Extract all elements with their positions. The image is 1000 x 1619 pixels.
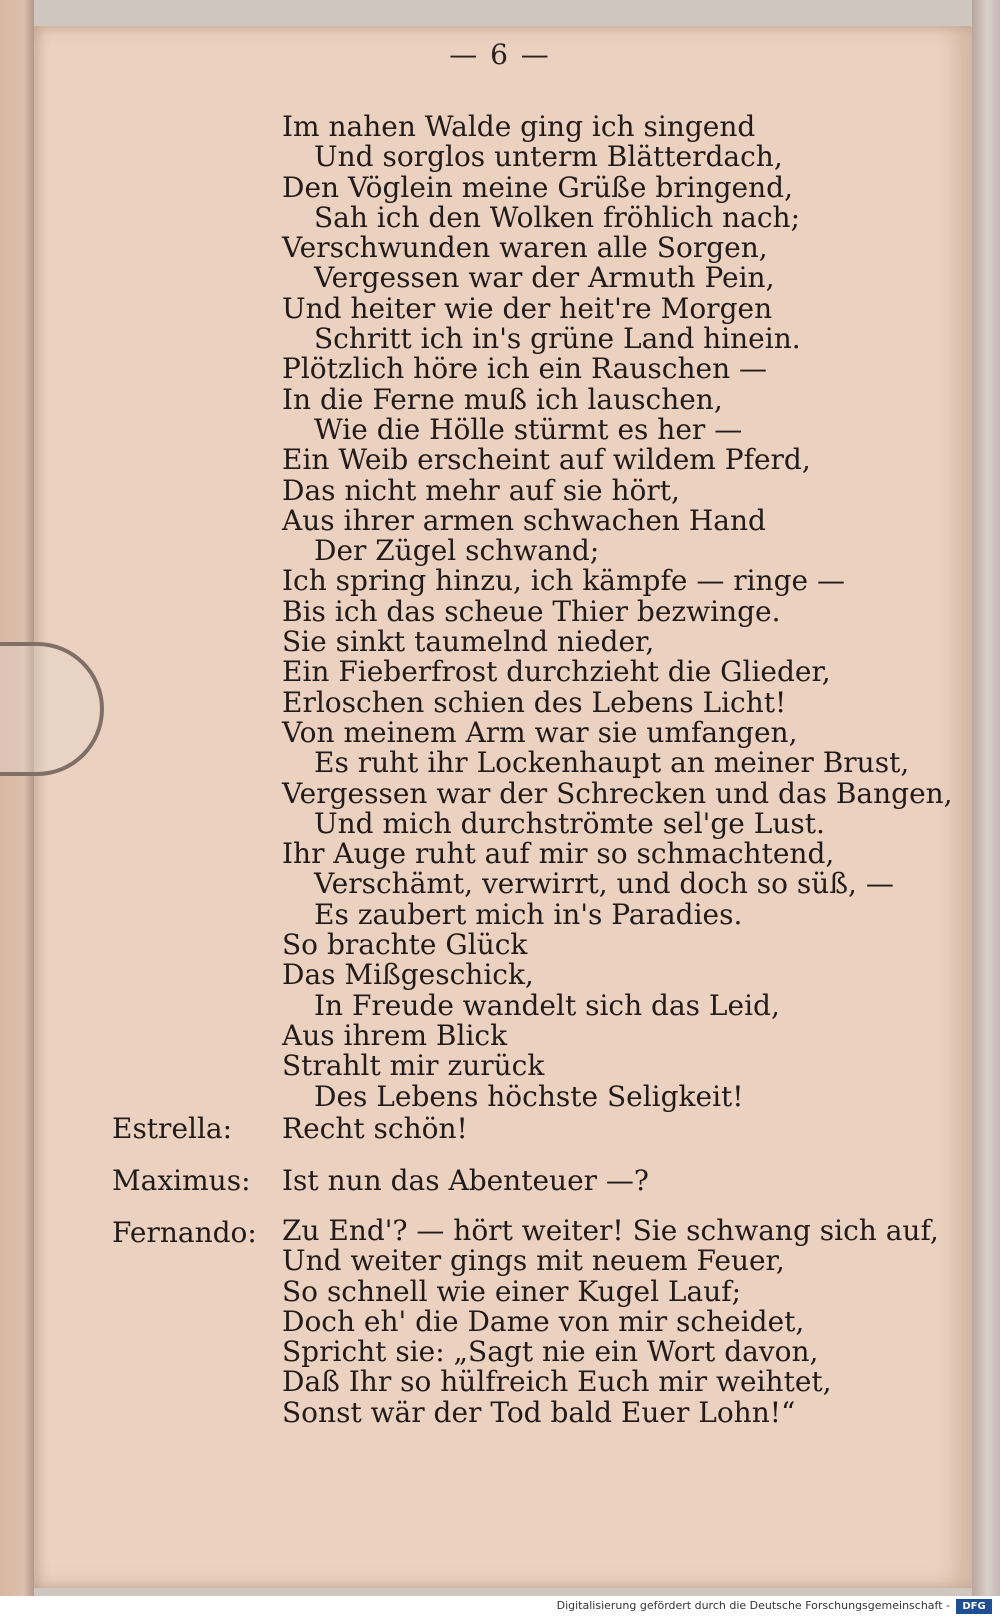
speech-text: Ist nun das Abenteuer —? <box>282 1164 649 1197</box>
speech-lines <box>282 1216 939 1428</box>
verse-line: Von meinem Arm war sie umfangen, <box>282 715 798 749</box>
verse-line: Vergessen war der Schrecken und das Bangen, <box>282 776 953 810</box>
verse-line: Des Lebens höchste Seligkeit! <box>314 1079 744 1113</box>
page-number: — 6 — <box>449 38 551 71</box>
verse-line: In Freude wandelt sich das Leid, <box>314 988 780 1022</box>
verse-line: Vergessen war der Armuth Pein, <box>314 261 775 295</box>
verse-line: Im nahen Walde ging ich singend <box>282 110 756 143</box>
verse-line: Strahlt mir zurück <box>282 1049 545 1083</box>
verse-line: Wie die Hölle stürmt es her — <box>314 412 743 446</box>
verse-line: Verschwunden waren alle Sorgen, <box>282 231 768 265</box>
speech-line: Sonst wär der Tod bald Euer Lohn!“ <box>282 1395 796 1429</box>
verse-block <box>282 110 953 1113</box>
verse-line: Aus ihrem Blick <box>282 1018 508 1052</box>
verse-line: Und sorglos unterm Blätterdach, <box>314 140 783 174</box>
speech-text: Recht schön! <box>282 1112 468 1145</box>
verse-line: Schritt ich in's grüne Land hinein. <box>314 322 801 356</box>
speaker-name: Fernando: <box>112 1216 257 1249</box>
verse-line: Aus ihrer armen schwachen Hand <box>282 503 766 537</box>
verse-line: Bis ich das scheue Thier bezwinge. <box>282 594 781 628</box>
verse-line: Sah ich den Wolken fröhlich nach; <box>314 200 801 234</box>
left-page-gutter <box>0 0 34 1596</box>
speech-line: So schnell wie einer Kugel Lauf; <box>282 1274 742 1308</box>
verse-line: Ich spring hinzu, ich kämpfe — ringe — <box>282 564 845 598</box>
speech-line: Und weiter gings mit neuem Feuer, <box>282 1244 785 1278</box>
speech-line: Daß Ihr so hülfreich Euch mir weihtet, <box>282 1365 832 1399</box>
verse-line: Sie sinkt taumelnd nieder, <box>282 625 655 659</box>
dfg-logo-icon: DFG <box>956 1599 992 1614</box>
verse-line: Es ruht ihr Lockenhaupt an meiner Brust, <box>314 746 910 780</box>
verse-line: Und mich durchströmte sel'ge Lust. <box>314 806 825 840</box>
verse-line: Den Vöglein meine Grüße bringend, <box>282 170 793 204</box>
verse-line: Verschämt, verwirrt, und doch so süß, — <box>314 867 894 901</box>
verse-line: Und heiter wie der heit're Morgen <box>282 291 773 325</box>
speech-line: Zu End'? — hört weiter! Sie schwang sich auf, <box>282 1214 939 1247</box>
verse-line: In die Ferne muß ich lauschen, <box>282 382 723 416</box>
speech-line: Doch eh' die Dame von mir scheidet, <box>282 1304 805 1338</box>
verse-line: Ein Weib erscheint auf wildem Pferd, <box>282 443 811 477</box>
page-edge <box>972 0 1000 1596</box>
footer-credit: Digitalisierung gefördert durch die Deutsche Forschungsgemeinschaft - <box>556 1599 950 1612</box>
verse-line: Ein Fieberfrost durchzieht die Glieder, <box>282 655 831 689</box>
speaker-name: Estrella: <box>112 1112 233 1145</box>
digitization-footer <box>0 1596 1000 1619</box>
speech-line: Spricht sie: „Sagt nie ein Wort davon, <box>282 1335 819 1369</box>
verse-line: Das Mißgeschick, <box>282 958 534 992</box>
verse-line: Das nicht mehr auf sie hört, <box>282 473 680 507</box>
verse-line: Ihr Auge ruht auf mir so schmachtend, <box>282 837 835 871</box>
verse-line: Es zaubert mich in's Paradies. <box>314 897 743 931</box>
verse-line: Der Zügel schwand; <box>314 534 600 568</box>
verse-line: So brachte Glück <box>282 928 528 962</box>
speaker-name: Maximus: <box>112 1164 251 1197</box>
verse-line: Plötzlich höre ich ein Rauschen — <box>282 352 767 386</box>
verse-line: Erloschen schien des Lebens Licht! <box>282 685 787 719</box>
